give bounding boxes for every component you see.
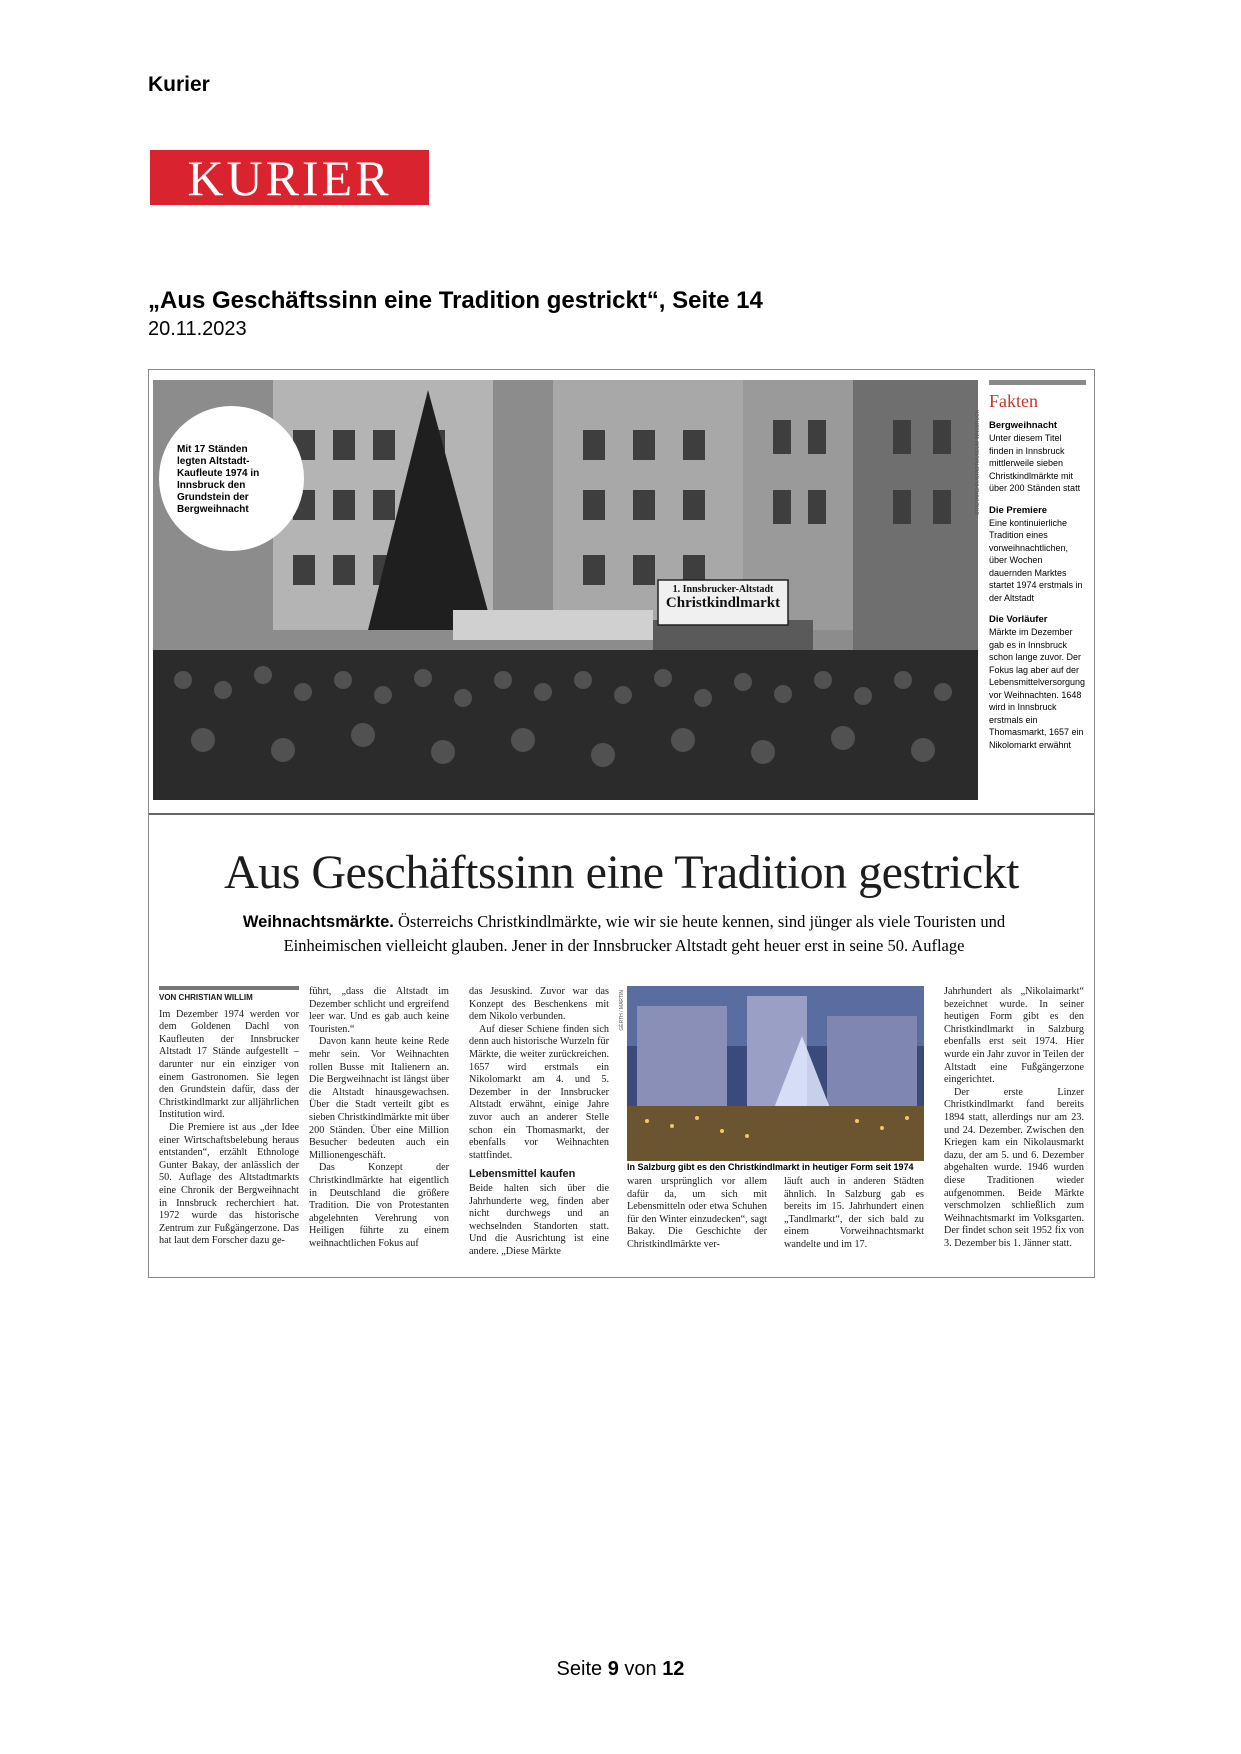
paragraph: Auf dieser Schiene finden sich denn auch historische Wurzeln für Märkte, die weiter zurückreichen. 1657 wird erstmals ein Nikolomarkt am 4. und 5. Dezember in der Innsbrucker Altstadt erwähnt, einige Jahre zuvor auch an anderer Stelle schon ein Thomasmarkt, der ebenfalls vor Weihnachten stattfindet. [469,1023,609,1161]
kurier-logo: KURIER [150,150,429,205]
article-column-1 [159,986,299,1248]
newspaper-clipping [148,369,1095,1278]
salzburg-market-photo [627,986,924,1161]
fakten-item-text: Märkte im Dezember gab es in Innsbruck schon lange zuvor. Der Fokus lag aber auf der Lebensmittelversorgung vor Weihnachten. 1648 wird in Innsbruck erstmals ein Thomasmarkt, 1657 ein Nikolomarkt erwähnt [989,627,1086,750]
fakten-item-head: Bergweihnacht [989,420,1058,431]
fakten-sidebar [989,380,1086,800]
paragraph: Im Dezember 1974 werden vor dem Goldenen Dachl von Kaufleuten der Innsbrucker Altstadt 17 Stände aufgestellt – darunter nur ein einziger von einem Gastronomen. Sie legen den Grundstein dafür, dass der Christkindlmarkt zur alljährlichen Institution wird. [159,1008,299,1121]
paragraph: läuft auch in anderen Städten ähnlich. In Salzburg gab es bereits im 15. Jahrhundert einen „Tandlmarkt“, der sich bald zu einem Vorweihnachtsmarkt wandelte und im 17. [784,1176,924,1250]
paragraph: waren ursprünglich vor allem dafür da, um sich mit Lebensmitteln oder etwa Schuhen für den Winter einzudecken“, sagt Bakay. Die Geschichte der Christkindlmärkte ver- [627,1176,767,1250]
fakten-title: Fakten [989,391,1038,411]
fakten-item-head: Die Premiere [989,504,1048,516]
paragraph: Die Premiere ist aus „der Idee einer Wirtschaftsbelebung heraus entstanden“, erzählt Ethnologe Gunter Bakay, der anlässlich der 50. Auflage des Altstadtmarkts eine Chronik der Bergweihnacht in Innsbruck recherchiert hat. 1972 wurde das historische Zentrum zur Fußgängerzone. Das hat laut dem Forscher dazu ge- [159,1121,299,1247]
paragraph: Jahrhundert als „Nikolaimarkt“ bezeichnet wurde. In seiner heutigen Form gibt es den Christkindlmarkt in Salzburg ebenfalls erst seit 1974. Hier wurde ein Jahr zuvor in Teilen der Altstadt eine Fußgängerzone eingerichtet. [944,986,1084,1086]
paragraph: Das Konzept der Christkindlmärkte hat eigentlich in Deutschland die größere Tradition. Die von Protestanten abgelehnten Verehrung von Heiligen führte zu einem weihnachtlichen Fokus auf [309,1162,449,1249]
deck-text: Österreichs Christkindlmärkte, wie wir sie heute kennen, sind jünger als viele Touristen und Einheimischen vielleicht glauben. Jener in der Innsbrucker Altstadt geht heuer erst in seine 50. Auflage [283,912,1006,955]
page-number: Seite 9 von 12 [556,1658,685,1680]
salzburg-photo-caption: In Salzburg gibt es den Christkindlmarkt in heutiger Form seit 1974 [627,1162,914,1172]
article-deck [209,910,1039,958]
article-column-4 [627,1176,767,1252]
byline: VON CHRISTIAN WILLIM [159,993,253,1002]
fakten-item [989,420,1086,495]
article-headline: Aus Geschäftssinn eine Tradition gestrickt [224,846,1019,899]
fakten-item-text: Eine kontinuierliche Tradition eines vorweihnachtlichen, über Wochen dauernden Marktes startet 1974 erstmals in der Altstadt [989,517,1083,603]
fakten-item-text: Unter diesem Titel finden in Innsbruck mittlerweile sieben Christkindlmärkte mit über 200 Ständen statt [989,433,1081,493]
fakten-bar [989,380,1086,385]
paragraph: Davon kann heute keine Rede mehr sein. Vor Weihnachten rollen Busse mit Italienern an. Die Bergweihnacht ist längst über die Altstadt hinausgewachsen. Über die Stadt verteilt gibt es sieben Christkindlmärkte mit über 200 Ständen. Über eine Million Besucher bedeuten auch ein Millionengeschäft. [309,1036,449,1161]
paragraph: das Jesuskind. Zuvor war das Konzept des Beschenkens mit dem Nikolo verbunden. [469,986,609,1023]
article-column-2 [309,986,449,1250]
fakten-item [989,505,1086,605]
photo-caption: Mit 17 Ständen legten Altstadt-Kaufleute 1974 in Innsbruck den Grundstein der Bergweihnacht [159,406,304,551]
byline-bar [159,986,299,990]
christkindlmarkt-1974-photo [153,380,978,800]
paragraph: Beide halten sich über die Jahrhunderte weg, finden aber nicht durchwegs und an wechselnden Standorten statt. Und die Ausrichtung ist eine andere. „Diese Märkte [469,1182,609,1257]
paragraph: Der erste Linzer Christkindlmarkt fand bereits 1894 statt, allerdings nur am 23. und 24. Dezember. Zwischen den Kriegen kam ein Nikolausmarkt dazu, der am 5. und 6. Dezember abgehalten wurde. 1946 wurden diese Traditionen wieder aufgenommen. Beide Märkte verschmolzen schließlich zum Weihnachtsmarkt im Volksgarten. Der findet schon seit 1952 fix von 3. Dezember bis 1. Jänner statt. [944,1086,1084,1249]
subhead: Lebensmittel kaufen [469,1168,576,1181]
fakten-item [989,614,1086,751]
section-divider [149,813,1094,815]
paragraph: führt, „dass die Altstadt im Dezember schlicht und ergreifend leer war. Und es gab auch keine Touristen.“ [309,986,449,1035]
article-column-6 [944,986,1084,1250]
article-column-5 [784,1176,924,1252]
photo-credit: STADTARCHIV/STADTMUSEUM INNSBRUCK [975,410,981,516]
article-date: 20.11.2023 [148,318,247,340]
fakten-item-head: Die Vorläufer [989,614,1048,625]
market-sign: 1. Innsbrucker-Altstadt Christkindlmarkt [665,584,781,611]
article-column-3 [469,986,609,1258]
deck-kicker: Weihnachtsmärkte. [242,913,394,931]
publication-name: Kurier [148,73,210,96]
article-title: „Aus Geschäftssinn eine Tradition gestrickt“, Seite 14 [148,287,763,314]
salzburg-photo-credit: GERTH / MARTIN [619,990,625,1031]
